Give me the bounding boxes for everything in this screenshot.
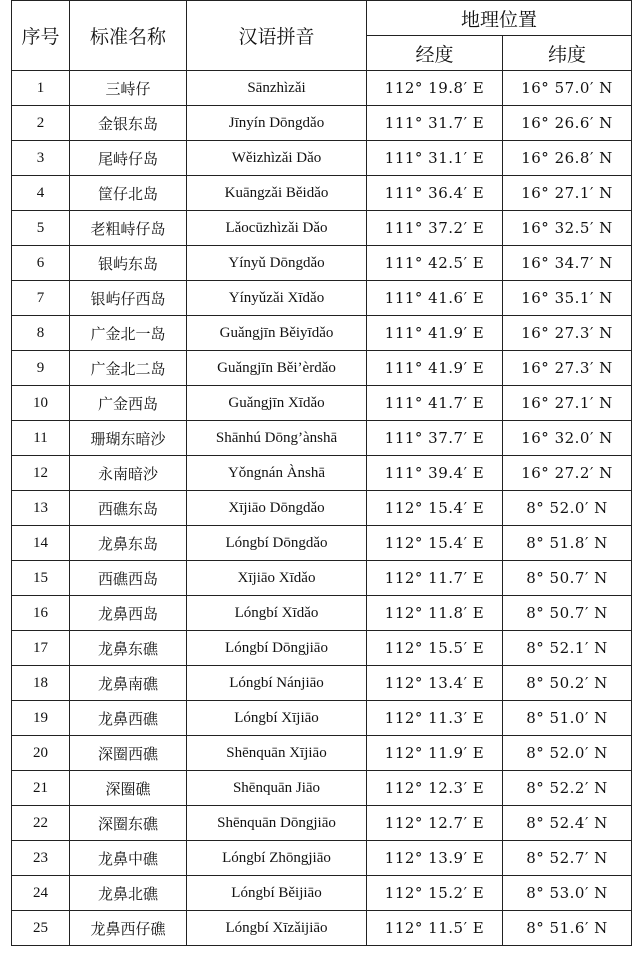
cell-latitude: 16° 32.0′ N bbox=[503, 421, 632, 456]
cell-latitude: 8° 52.0′ N bbox=[503, 736, 632, 771]
header-longitude: 经度 bbox=[367, 36, 503, 71]
cell-index: 11 bbox=[12, 421, 70, 456]
cell-standard-name: 西礁西岛 bbox=[70, 561, 187, 596]
cell-pinyin: Shānhú Dōng’ànshā bbox=[187, 421, 367, 456]
cell-pinyin: Lóngbí Xījiāo bbox=[187, 701, 367, 736]
cell-longitude: 111° 42.5′ E bbox=[367, 246, 503, 281]
cell-latitude: 8° 53.0′ N bbox=[503, 876, 632, 911]
cell-index: 17 bbox=[12, 631, 70, 666]
table-row bbox=[12, 806, 632, 841]
table-row bbox=[12, 211, 632, 246]
cell-latitude: 16° 26.8′ N bbox=[503, 141, 632, 176]
cell-pinyin: Guǎngjīn Xīdǎo bbox=[187, 386, 367, 421]
cell-standard-name: 龙鼻中礁 bbox=[70, 841, 187, 876]
cell-index: 18 bbox=[12, 666, 70, 701]
cell-index: 16 bbox=[12, 596, 70, 631]
table-row bbox=[12, 526, 632, 561]
header-latitude: 纬度 bbox=[503, 36, 632, 71]
cell-longitude: 111° 37.7′ E bbox=[367, 421, 503, 456]
cell-pinyin: Guǎngjīn Běiyīdǎo bbox=[187, 316, 367, 351]
table-row bbox=[12, 456, 632, 491]
cell-latitude: 16° 27.3′ N bbox=[503, 316, 632, 351]
cell-longitude: 112° 11.7′ E bbox=[367, 561, 503, 596]
cell-standard-name: 金银东岛 bbox=[70, 106, 187, 141]
table-row bbox=[12, 911, 632, 946]
cell-pinyin: Yínyǔ Dōngdǎo bbox=[187, 246, 367, 281]
cell-longitude: 111° 41.9′ E bbox=[367, 351, 503, 386]
table-row bbox=[12, 631, 632, 666]
table-row bbox=[12, 701, 632, 736]
table-row bbox=[12, 491, 632, 526]
cell-pinyin: Shēnquān Jiāo bbox=[187, 771, 367, 806]
cell-pinyin: Xījiāo Xīdǎo bbox=[187, 561, 367, 596]
cell-standard-name: 广金北二岛 bbox=[70, 351, 187, 386]
cell-standard-name: 永南暗沙 bbox=[70, 456, 187, 491]
cell-standard-name: 龙鼻西岛 bbox=[70, 596, 187, 631]
cell-longitude: 112° 11.9′ E bbox=[367, 736, 503, 771]
header-row-top bbox=[12, 1, 632, 36]
table-row bbox=[12, 421, 632, 456]
cell-index: 9 bbox=[12, 351, 70, 386]
cell-index: 5 bbox=[12, 211, 70, 246]
cell-index: 14 bbox=[12, 526, 70, 561]
cell-index: 3 bbox=[12, 141, 70, 176]
cell-pinyin: Kuāngzǎi Běidǎo bbox=[187, 176, 367, 211]
cell-latitude: 8° 51.8′ N bbox=[503, 526, 632, 561]
cell-index: 8 bbox=[12, 316, 70, 351]
table-row bbox=[12, 351, 632, 386]
cell-pinyin: Shēnquān Xījiāo bbox=[187, 736, 367, 771]
cell-latitude: 8° 52.7′ N bbox=[503, 841, 632, 876]
cell-standard-name: 龙鼻西礁 bbox=[70, 701, 187, 736]
place-names-table bbox=[11, 0, 632, 946]
cell-pinyin: Jīnyín Dōngdǎo bbox=[187, 106, 367, 141]
cell-pinyin: Wěizhìzǎi Dǎo bbox=[187, 141, 367, 176]
cell-longitude: 111° 31.7′ E bbox=[367, 106, 503, 141]
cell-index: 22 bbox=[12, 806, 70, 841]
cell-longitude: 111° 41.6′ E bbox=[367, 281, 503, 316]
table-body bbox=[12, 71, 632, 946]
cell-latitude: 16° 57.0′ N bbox=[503, 71, 632, 106]
table-row bbox=[12, 841, 632, 876]
cell-pinyin: Lóngbí Dōngjiāo bbox=[187, 631, 367, 666]
cell-index: 21 bbox=[12, 771, 70, 806]
cell-latitude: 16° 35.1′ N bbox=[503, 281, 632, 316]
cell-latitude: 8° 52.2′ N bbox=[503, 771, 632, 806]
cell-standard-name: 龙鼻西仔礁 bbox=[70, 911, 187, 946]
table-row bbox=[12, 876, 632, 911]
cell-index: 25 bbox=[12, 911, 70, 946]
header-index: 序号 bbox=[12, 1, 70, 71]
cell-standard-name: 尾峙仔岛 bbox=[70, 141, 187, 176]
cell-standard-name: 珊瑚东暗沙 bbox=[70, 421, 187, 456]
header-geo-position: 地理位置 bbox=[367, 1, 632, 36]
cell-longitude: 112° 15.2′ E bbox=[367, 876, 503, 911]
cell-standard-name: 深圈东礁 bbox=[70, 806, 187, 841]
cell-standard-name: 筐仔北岛 bbox=[70, 176, 187, 211]
cell-pinyin: Lóngbí Nánjiāo bbox=[187, 666, 367, 701]
cell-longitude: 111° 37.2′ E bbox=[367, 211, 503, 246]
cell-latitude: 8° 50.7′ N bbox=[503, 596, 632, 631]
cell-standard-name: 龙鼻东礁 bbox=[70, 631, 187, 666]
cell-longitude: 112° 15.4′ E bbox=[367, 491, 503, 526]
table-row bbox=[12, 596, 632, 631]
cell-longitude: 111° 31.1′ E bbox=[367, 141, 503, 176]
cell-index: 15 bbox=[12, 561, 70, 596]
cell-standard-name: 广金西岛 bbox=[70, 386, 187, 421]
cell-standard-name: 老粗峙仔岛 bbox=[70, 211, 187, 246]
cell-pinyin: Lóngbí Xīzǎijiāo bbox=[187, 911, 367, 946]
cell-standard-name: 银屿仔西岛 bbox=[70, 281, 187, 316]
cell-pinyin: Lóngbí Běijiāo bbox=[187, 876, 367, 911]
table-row bbox=[12, 246, 632, 281]
table-row bbox=[12, 771, 632, 806]
cell-pinyin: Xījiāo Dōngdǎo bbox=[187, 491, 367, 526]
cell-standard-name: 龙鼻北礁 bbox=[70, 876, 187, 911]
table-row bbox=[12, 561, 632, 596]
cell-longitude: 111° 36.4′ E bbox=[367, 176, 503, 211]
cell-longitude: 112° 15.4′ E bbox=[367, 526, 503, 561]
header-pinyin: 汉语拼音 bbox=[187, 1, 367, 71]
cell-latitude: 8° 52.4′ N bbox=[503, 806, 632, 841]
cell-index: 10 bbox=[12, 386, 70, 421]
table-row bbox=[12, 666, 632, 701]
cell-index: 13 bbox=[12, 491, 70, 526]
cell-latitude: 8° 50.2′ N bbox=[503, 666, 632, 701]
cell-pinyin: Lóngbí Xīdǎo bbox=[187, 596, 367, 631]
cell-pinyin: Lóngbí Dōngdǎo bbox=[187, 526, 367, 561]
cell-pinyin: Sānzhìzǎi bbox=[187, 71, 367, 106]
cell-latitude: 16° 34.7′ N bbox=[503, 246, 632, 281]
cell-standard-name: 三峙仔 bbox=[70, 71, 187, 106]
cell-index: 2 bbox=[12, 106, 70, 141]
table-row bbox=[12, 316, 632, 351]
cell-index: 1 bbox=[12, 71, 70, 106]
table-row bbox=[12, 141, 632, 176]
cell-index: 20 bbox=[12, 736, 70, 771]
cell-latitude: 8° 51.6′ N bbox=[503, 911, 632, 946]
cell-index: 23 bbox=[12, 841, 70, 876]
cell-longitude: 112° 13.4′ E bbox=[367, 666, 503, 701]
cell-latitude: 16° 26.6′ N bbox=[503, 106, 632, 141]
cell-index: 4 bbox=[12, 176, 70, 211]
cell-pinyin: Guǎngjīn Běi’èrdǎo bbox=[187, 351, 367, 386]
cell-index: 12 bbox=[12, 456, 70, 491]
cell-latitude: 8° 50.7′ N bbox=[503, 561, 632, 596]
cell-latitude: 16° 27.1′ N bbox=[503, 176, 632, 211]
cell-longitude: 112° 11.5′ E bbox=[367, 911, 503, 946]
cell-pinyin: Lǎocūzhìzǎi Dǎo bbox=[187, 211, 367, 246]
cell-latitude: 8° 52.1′ N bbox=[503, 631, 632, 666]
cell-longitude: 111° 41.7′ E bbox=[367, 386, 503, 421]
cell-pinyin: Yǒngnán Ànshā bbox=[187, 456, 367, 491]
table-row bbox=[12, 386, 632, 421]
cell-pinyin: Shēnquān Dōngjiāo bbox=[187, 806, 367, 841]
cell-longitude: 112° 13.9′ E bbox=[367, 841, 503, 876]
cell-standard-name: 西礁东岛 bbox=[70, 491, 187, 526]
cell-index: 24 bbox=[12, 876, 70, 911]
table-row bbox=[12, 281, 632, 316]
cell-latitude: 8° 52.0′ N bbox=[503, 491, 632, 526]
table-row bbox=[12, 106, 632, 141]
cell-longitude: 112° 12.3′ E bbox=[367, 771, 503, 806]
cell-longitude: 111° 41.9′ E bbox=[367, 316, 503, 351]
table-row bbox=[12, 736, 632, 771]
cell-longitude: 112° 12.7′ E bbox=[367, 806, 503, 841]
cell-standard-name: 龙鼻南礁 bbox=[70, 666, 187, 701]
table-row bbox=[12, 71, 632, 106]
cell-latitude: 16° 27.3′ N bbox=[503, 351, 632, 386]
cell-index: 7 bbox=[12, 281, 70, 316]
cell-latitude: 16° 27.2′ N bbox=[503, 456, 632, 491]
cell-pinyin: Lóngbí Zhōngjiāo bbox=[187, 841, 367, 876]
cell-latitude: 8° 51.0′ N bbox=[503, 701, 632, 736]
cell-standard-name: 深圈西礁 bbox=[70, 736, 187, 771]
cell-index: 19 bbox=[12, 701, 70, 736]
header-standard-name: 标准名称 bbox=[70, 1, 187, 71]
cell-index: 6 bbox=[12, 246, 70, 281]
cell-longitude: 112° 19.8′ E bbox=[367, 71, 503, 106]
cell-standard-name: 银屿东岛 bbox=[70, 246, 187, 281]
cell-longitude: 112° 15.5′ E bbox=[367, 631, 503, 666]
cell-latitude: 16° 32.5′ N bbox=[503, 211, 632, 246]
cell-longitude: 112° 11.8′ E bbox=[367, 596, 503, 631]
cell-longitude: 111° 39.4′ E bbox=[367, 456, 503, 491]
cell-standard-name: 广金北一岛 bbox=[70, 316, 187, 351]
cell-standard-name: 深圈礁 bbox=[70, 771, 187, 806]
cell-longitude: 112° 11.3′ E bbox=[367, 701, 503, 736]
cell-latitude: 16° 27.1′ N bbox=[503, 386, 632, 421]
cell-pinyin: Yínyǔzǎi Xīdǎo bbox=[187, 281, 367, 316]
cell-standard-name: 龙鼻东岛 bbox=[70, 526, 187, 561]
table-row bbox=[12, 176, 632, 211]
